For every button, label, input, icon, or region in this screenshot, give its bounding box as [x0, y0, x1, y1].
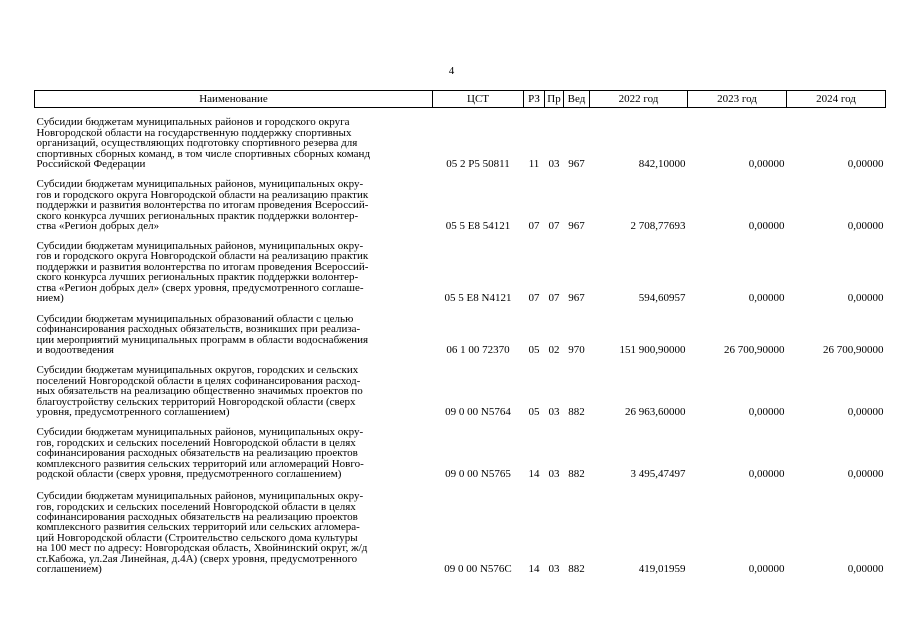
row-2023-cell: 0,00000 — [748, 406, 785, 419]
table-row — [35, 170, 886, 232]
row-2024-cell: 0,00000 — [847, 158, 884, 171]
table-row — [35, 480, 886, 575]
row-2024-cell: 0,00000 — [847, 563, 884, 576]
row-name-cell — [35, 480, 433, 575]
row-pr-cell: 03 — [548, 406, 560, 419]
table-row — [35, 418, 886, 480]
page-number: 4 — [448, 65, 455, 77]
row-pr-cell: 03 — [548, 563, 560, 576]
row-2023-cell: 0,00000 — [748, 220, 785, 233]
row-name-line: софинансирования расходных обязательств, возникших при реализа- — [36, 323, 361, 336]
row-rz-cell: 05 — [528, 344, 540, 357]
header-rz: РЗ — [524, 91, 545, 108]
row-name-line: уровня, предусмотренного соглашением) — [36, 406, 230, 419]
row-cst-cell: 05 2 P5 50811 — [446, 158, 510, 171]
row-name-line: комплексного развития сельских территорий или сельских агломера- — [36, 521, 360, 534]
row-pr-cell: 02 — [548, 344, 560, 357]
row-name-line: организаций, осуществляющих подготовку спортивного резерва для — [36, 137, 358, 150]
row-rz-cell: 14 — [528, 563, 540, 576]
row-name-line: родской области (сверх уровня, предусмотренного соглашением) — [36, 468, 342, 481]
row-name-line: на 100 мест по адресу: Новгородская область, Хвойнинский округ, ж/д — [36, 542, 368, 555]
row-name-line: Субсидии бюджетам муниципальных образований области с целью — [36, 312, 354, 325]
row-2024-cell: 0,00000 — [847, 468, 884, 481]
header-name: Наименование — [35, 91, 433, 108]
row-name-line: Российской Федерации — [36, 158, 146, 171]
row-name-line: ции мероприятий муниципальных программ в области водоснабжения — [36, 333, 369, 346]
row-name-line: Субсидии бюджетам муниципальных районов, муниципальных окру- — [36, 490, 364, 503]
header-ved: Вед — [564, 91, 590, 108]
row-name-line: нием) — [36, 292, 64, 305]
header-2024: 2024 год — [787, 91, 886, 108]
row-name-line: гов и городского округа Новгородской области на реализацию практик — [36, 250, 369, 263]
row-name-line: благоустройству сельских территорий Новгородской области (сверх — [36, 395, 356, 408]
row-cst-cell: 05 5 E8 N4121 — [444, 292, 512, 305]
row-name-line: спортивных сборных команд, в том числе спортивных сборных команд — [36, 147, 371, 160]
row-rz-cell: 07 — [528, 292, 540, 305]
budget-table — [34, 90, 886, 575]
header-cst: ЦСТ — [433, 91, 524, 108]
row-name-line: Субсидии бюджетам муниципальных районов, муниципальных окру- — [36, 240, 364, 253]
row-cst-cell: 09 0 00 N576C — [444, 563, 512, 576]
row-pr-cell: 07 — [548, 292, 560, 305]
row-pr-cell: 03 — [548, 468, 560, 481]
row-ved-cell: 967 — [568, 158, 585, 171]
row-pr-cell: 07 — [548, 220, 560, 233]
row-cst-cell: 05 5 E8 54121 — [445, 220, 511, 233]
row-2022-cell: 151 900,90000 — [619, 344, 686, 357]
row-name-line: соглашением) — [36, 563, 102, 576]
row-ved-cell: 967 — [568, 292, 585, 305]
row-ved-cell: 882 — [568, 563, 585, 576]
row-2022-cell: 2 708,77693 — [630, 220, 686, 233]
table-header-row — [35, 91, 886, 108]
row-ved-cell: 970 — [568, 344, 585, 357]
row-name-line: Субсидии бюджетам муниципальных округов, городских и сельских — [36, 364, 359, 377]
row-2023-cell: 0,00000 — [748, 468, 785, 481]
row-name-line: ства «Регион добрых дел» — [36, 220, 160, 233]
row-rz-cell: 05 — [528, 406, 540, 419]
row-name-line: софинансирования расходных обязательств на реализацию проектов — [36, 447, 358, 460]
row-name-line: ций Новгородской области (Строительство сельского дома культуры — [36, 531, 358, 544]
row-name-line: поселений Новгородской области в целях софинансирования расход- — [36, 374, 361, 387]
row-2022-cell: 26 963,60000 — [625, 406, 686, 419]
row-name-line: ст.Кабожа, ул.2ая Линейная, д.4А) (сверх уровня, предусмотренного — [36, 552, 358, 565]
row-name-line: Субсидии бюджетам муниципальных районов и городского округа — [36, 116, 350, 129]
row-name-line: ства «Регион добрых дел» (сверх уровня, предусмотренного соглаше- — [36, 281, 364, 294]
row-2024-cell: 26 700,90000 — [823, 344, 884, 357]
table-row — [35, 304, 886, 356]
row-name-cell — [35, 170, 433, 232]
row-ved-cell: 882 — [568, 406, 585, 419]
row-rz-cell: 11 — [528, 158, 540, 171]
row-name-line: ского конкурса лучших региональных практик поддержки волонтер- — [36, 271, 359, 284]
row-2022-cell: 842,10000 — [638, 158, 686, 171]
row-name-line: ных обязательств на реализацию общественно значимых проектов по — [36, 385, 363, 398]
row-name-line: гов, городских и сельских поселений Новгородской области в целях — [36, 436, 356, 449]
row-name-line: гов, городских и сельских поселений Новгородской области в целях — [36, 500, 356, 513]
row-cst-cell: 06 1 00 72370 — [446, 344, 510, 357]
row-2024-cell: 0,00000 — [847, 406, 884, 419]
row-name-cell — [35, 232, 433, 304]
header-2023: 2023 год — [688, 91, 787, 108]
row-name-line: софинансирования расходных обязательств на реализацию проектов — [36, 511, 358, 524]
row-2023-cell: 0,00000 — [748, 158, 785, 171]
row-2022-cell: 419,01959 — [638, 563, 686, 576]
row-cst-cell: 09 0 00 N5765 — [445, 468, 511, 481]
row-name-line: Новгородской области на государственную поддержку спортивных — [36, 126, 352, 139]
header-pr: Пр — [545, 91, 564, 108]
table-body — [35, 108, 886, 575]
row-cst-cell: 09 0 00 N5764 — [445, 406, 511, 419]
row-name-line: поддержки и развития волонтерства по итогам проведения Всероссий- — [36, 199, 369, 212]
row-2022-cell: 3 495,47497 — [630, 468, 686, 481]
row-ved-cell: 967 — [568, 220, 585, 233]
row-name-cell — [35, 356, 433, 418]
row-name-line: Субсидии бюджетам муниципальных районов, муниципальных окру- — [36, 178, 364, 191]
row-rz-cell: 14 — [528, 468, 540, 481]
row-2023-cell: 0,00000 — [748, 563, 785, 576]
row-rz-cell: 07 — [528, 220, 540, 233]
table-row — [35, 232, 886, 304]
row-ved-cell: 882 — [568, 468, 585, 481]
row-name-cell — [35, 304, 433, 356]
row-2024-cell: 0,00000 — [847, 292, 884, 305]
header-2022: 2022 год — [590, 91, 688, 108]
row-name-line: гов и городского округа Новгородской области на реализацию практик — [36, 188, 369, 201]
row-2023-cell: 26 700,90000 — [724, 344, 785, 357]
row-name-line: ского конкурса лучших региональных практик поддержки волонтер- — [36, 209, 359, 222]
table-row — [35, 356, 886, 418]
row-name-line: поддержки и развития волонтерства по итогам проведения Всероссий- — [36, 260, 369, 273]
row-name-cell — [35, 108, 433, 170]
row-pr-cell: 03 — [548, 158, 560, 171]
row-name-line: комплексного развития сельских территорий или агломераций Новго- — [36, 457, 364, 470]
row-2023-cell: 0,00000 — [748, 292, 785, 305]
row-name-cell — [35, 418, 433, 480]
row-name-line: Субсидии бюджетам муниципальных районов, муниципальных окру- — [36, 426, 364, 439]
row-2022-cell: 594,60957 — [638, 292, 686, 305]
row-2024-cell: 0,00000 — [847, 220, 884, 233]
table-row — [35, 108, 886, 170]
row-name-line: и водоотведения — [36, 344, 114, 357]
